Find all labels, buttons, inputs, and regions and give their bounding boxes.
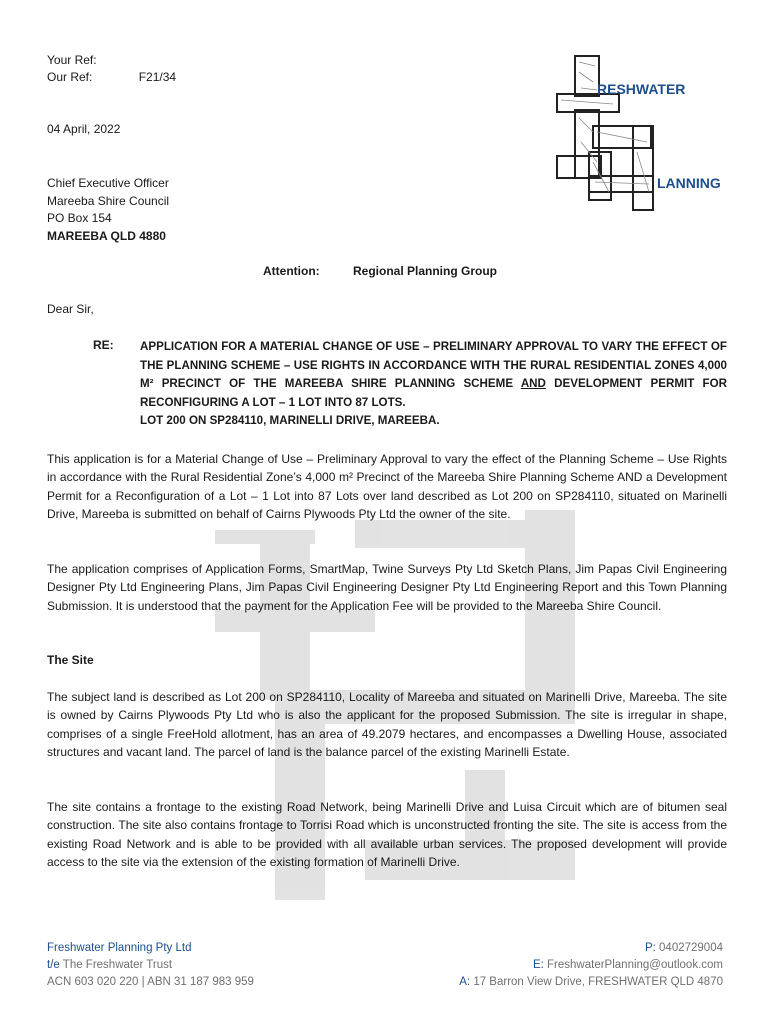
letter-date: 04 April, 2022	[47, 122, 121, 136]
recipient-address	[47, 175, 169, 245]
re-subject	[140, 338, 727, 431]
footer-email-line	[459, 957, 723, 974]
footer-company-name: Freshwater Planning Pty Ltd	[47, 942, 192, 954]
footer-company-block	[47, 940, 254, 991]
re-label: RE:	[93, 338, 114, 352]
our-ref-row	[47, 69, 176, 86]
re-subject-and: AND	[520, 377, 546, 390]
recipient-line: Chief Executive Officer	[47, 176, 169, 190]
footer-phone-line	[459, 940, 723, 957]
freshwater-planning-logo	[553, 52, 725, 212]
footer-te-prefix: t/e	[47, 959, 60, 971]
re-subject-part2: DEVELOPMENT PERMIT FOR RECONFIGURING A LOT – 1 LOT INTO 87 LOTS.	[140, 377, 727, 409]
footer-acn-abn: ACN 603 020 220 | ABN 31 187 983 959	[47, 976, 254, 988]
footer-contact-block	[459, 940, 723, 991]
logo-line1-text: RESHWATER	[597, 81, 686, 97]
re-subject-part3: LOT 200 ON SP284110, MARINELLI DRIVE, MAREEBA.	[140, 414, 440, 427]
salutation: Dear Sir,	[47, 302, 94, 316]
footer-trust-name: The Freshwater Trust	[62, 959, 173, 971]
body-paragraph-3: The subject land is described as Lot 200 on SP284110, Locality of Mareeba and situated on Marinelli Drive, Mareeba. The site is owned by Cairns Plywoods Pty Ltd who is also the applicant for the proposed Submission. The site is irregular in shape, comprises of a single FreeHold allotment, has an area of 49.2079 hectares, and encompasses a Dwelling House, associated structures and vacant land. The parcel of land is the balance parcel of the existing Marinelli Estate.	[47, 690, 727, 759]
email-value[interactable]: FreshwaterPlanning@outlook.com	[547, 959, 723, 971]
email-label: E:	[532, 959, 544, 971]
our-ref-value: F21/34	[138, 70, 177, 84]
body-paragraph-4: The site contains a frontage to the existing Road Network, being Marinelli Drive and Luisa Circuit which are of bitumen seal construction. The site also contains frontage to Torrisi Road which is unconstructed fronting the site. The site is access from the existing Road Network and is able to be provided with all available urban services. The proposed development will provide access to the site via the extension of the existing formation of Marinelli Drive.	[47, 800, 727, 869]
your-ref-row	[47, 52, 176, 69]
our-ref-label: Our Ref:	[47, 70, 93, 84]
phone-label: P:	[644, 942, 656, 954]
body-paragraph-1: This application is for a Material Change of Use – Preliminary Approval to vary the effect of the Planning Scheme – Use Rights in accordance with the Rural Residential Zone’s 4,000 m² Precinct of the Mareeba Shire Planning Scheme AND a Development Permit for a Reconfiguration of a Lot – 1 Lot into 87 Lots over land described as Lot 200 on SP284110, situated on Marinelli Drive, Mareeba is submitted on behalf of Cairns Plywoods Pty Ltd the owner of the site.	[47, 452, 727, 521]
re-subject-part1: APPLICATION FOR A MATERIAL CHANGE OF USE – PRELIMINARY APPROVAL TO VARY THE EFFECT OF THE PLANNING SCHEME – USE RIGHTS IN ACCORDANCE WITH THE RURAL RESIDENTIAL ZONES 4,000 M² PRECINCT OF THE MAREEBA SHIRE PLANNING SCHEME	[140, 340, 727, 390]
attention-line	[263, 264, 497, 278]
your-ref-label: Your Ref:	[47, 53, 97, 67]
recipient-line: PO Box 154	[47, 211, 112, 225]
recipient-line: Mareeba Shire Council	[47, 193, 170, 208]
logo-line2-text: LANNING	[657, 175, 721, 191]
reference-block	[47, 52, 176, 86]
footer-trust-line	[47, 957, 254, 974]
attention-label: Attention:	[263, 264, 320, 278]
site-heading: The Site	[47, 653, 94, 667]
phone-value: 0402729004	[659, 942, 723, 954]
attention-value: Regional Planning Group	[353, 264, 497, 278]
address-value: 17 Barron View Drive, FRESHWATER QLD 4870	[473, 976, 723, 988]
footer-address-line	[459, 974, 723, 991]
address-label: A:	[459, 976, 471, 988]
recipient-line: MAREEBA QLD 4880	[47, 228, 166, 243]
body-paragraph-2: The application comprises of Application Forms, SmartMap, Twine Surveys Pty Ltd Sketch Plans, Jim Papas Civil Engineering Designer Pty Ltd Engineering Plans, Jim Papas Civil Engineering Designer Pty Ltd Engineering Report and this Town Planning Submission. It is understood that the payment for the Application Fee will be provided to the Mareeba Shire Council.	[47, 562, 727, 613]
